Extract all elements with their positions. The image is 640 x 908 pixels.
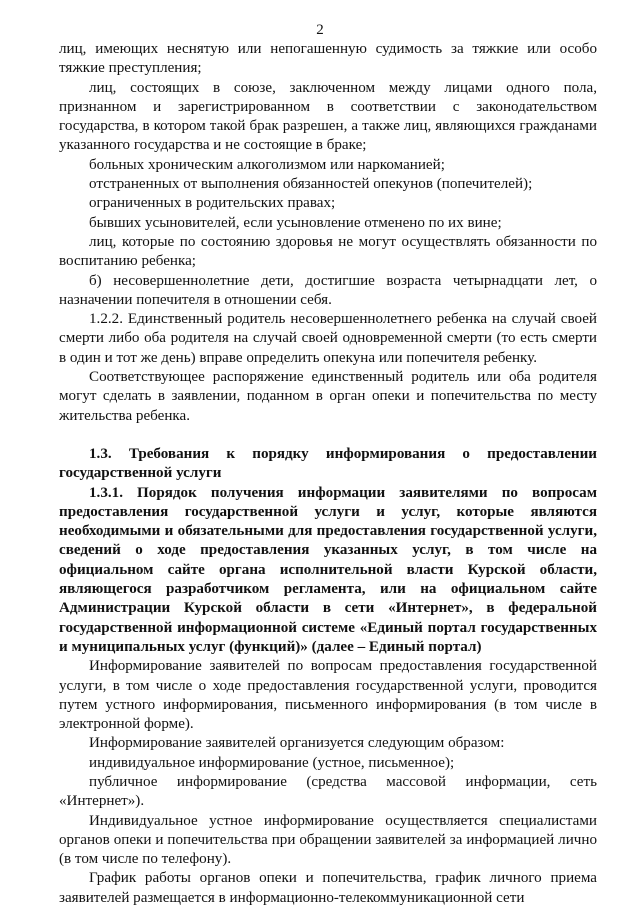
paragraph-informing-organized: Информирование заявителей организуется следующим образом: bbox=[89, 735, 505, 752]
list-item-criminal-record: лиц, имеющих неснятую или непогашенную судимость за тяжкие или особо тяжкие преступления; bbox=[59, 41, 597, 77]
page-number: 2 bbox=[316, 22, 324, 38]
list-item-removed-guardians: отстраненных от выполнения обязанностей опекунов (попечителей); bbox=[89, 176, 533, 193]
list-item-individual-informing: индивидуальное информирование (устное, письменное); bbox=[89, 754, 455, 771]
paragraph-1-2-2: 1.2.2. Единственный родитель несовершеннолетнего ребенка на случай своей смерти либо оба родителя на случай своей одновременной смерти (то есть смерти в один и тот же день) вправе определить опекуна или попечителя ребенку. bbox=[59, 311, 597, 366]
list-item-former-adopters: бывших усыновителей, если усыновление отменено по их вине; bbox=[89, 214, 502, 231]
section-heading-1-3-1: 1.3.1. Порядок получения информации заявителями по вопросам предоставления государственной услуги и услуг, которые являются необходимыми и обязательными для предоставления государственной услуги, сведений о ходе предоставления указанных услуг, в том числе на официальном сайте органа исполнительной власти Курской области, являющегося разработчиком регламента, или на официальном сайте Администрации Курской области в сети «Интернет», в федеральной государственной информационной системе «Единый портал государственных и муниципальных услуг (функций)» (далее – Единый портал) bbox=[59, 484, 597, 655]
paragraph-work-schedule: График работы органов опеки и попечительства, график личного приема заявителей размещается в информационно-телекоммуникационной сети bbox=[59, 870, 597, 906]
section-spacer bbox=[59, 426, 597, 445]
document-body bbox=[59, 40, 597, 908]
paragraph-individual-oral: Индивидуальное устное информирование осуществляется специалистами органов опеки и попечительства при обращении заявителей за информацией лично (в том числе по телефону). bbox=[59, 812, 597, 868]
section-heading-1-3: 1.3. Требования к порядку информирования о предоставлении государственной услуги bbox=[59, 445, 597, 482]
list-item-restricted-rights: ограниченных в родительских правах; bbox=[89, 195, 336, 212]
list-item-same-sex-union: лиц, состоящих в союзе, заключенном между лицами одного пола, признанном и зарегистрированном в соответствии с законодательством государства, в котором такой брак разрешен, а также лиц, являющихся гражданами указанного государства и не состоящие в браке; bbox=[59, 79, 597, 154]
paragraph-minors-14: б) несовершеннолетние дети, достигшие возраста четырнадцати лет, о назначении попечителя в отношении себя. bbox=[59, 272, 597, 308]
paragraph-informing-methods: Информирование заявителей по вопросам предоставления государственной услуги, в том числе о ходе предоставления государственной услуги, проводится путем устного информирования, письменного информирования (в том числе в электронной форме). bbox=[59, 658, 597, 733]
list-item-health: лиц, которые по состоянию здоровья не могут осуществлять обязанности по воспитанию ребенка; bbox=[59, 233, 597, 270]
paragraph-parent-statement: Соответствующее распоряжение единственный родитель или оба родителя могут сделать в заявлении, поданном в орган опеки и попечительства по месту жительства ребенка. bbox=[59, 369, 597, 424]
list-item-alcoholism: больных хроническим алкоголизмом или наркоманией; bbox=[89, 156, 445, 173]
list-item-public-informing: публичное информирование (средства массовой информации, сеть «Интернет»). bbox=[59, 773, 597, 810]
